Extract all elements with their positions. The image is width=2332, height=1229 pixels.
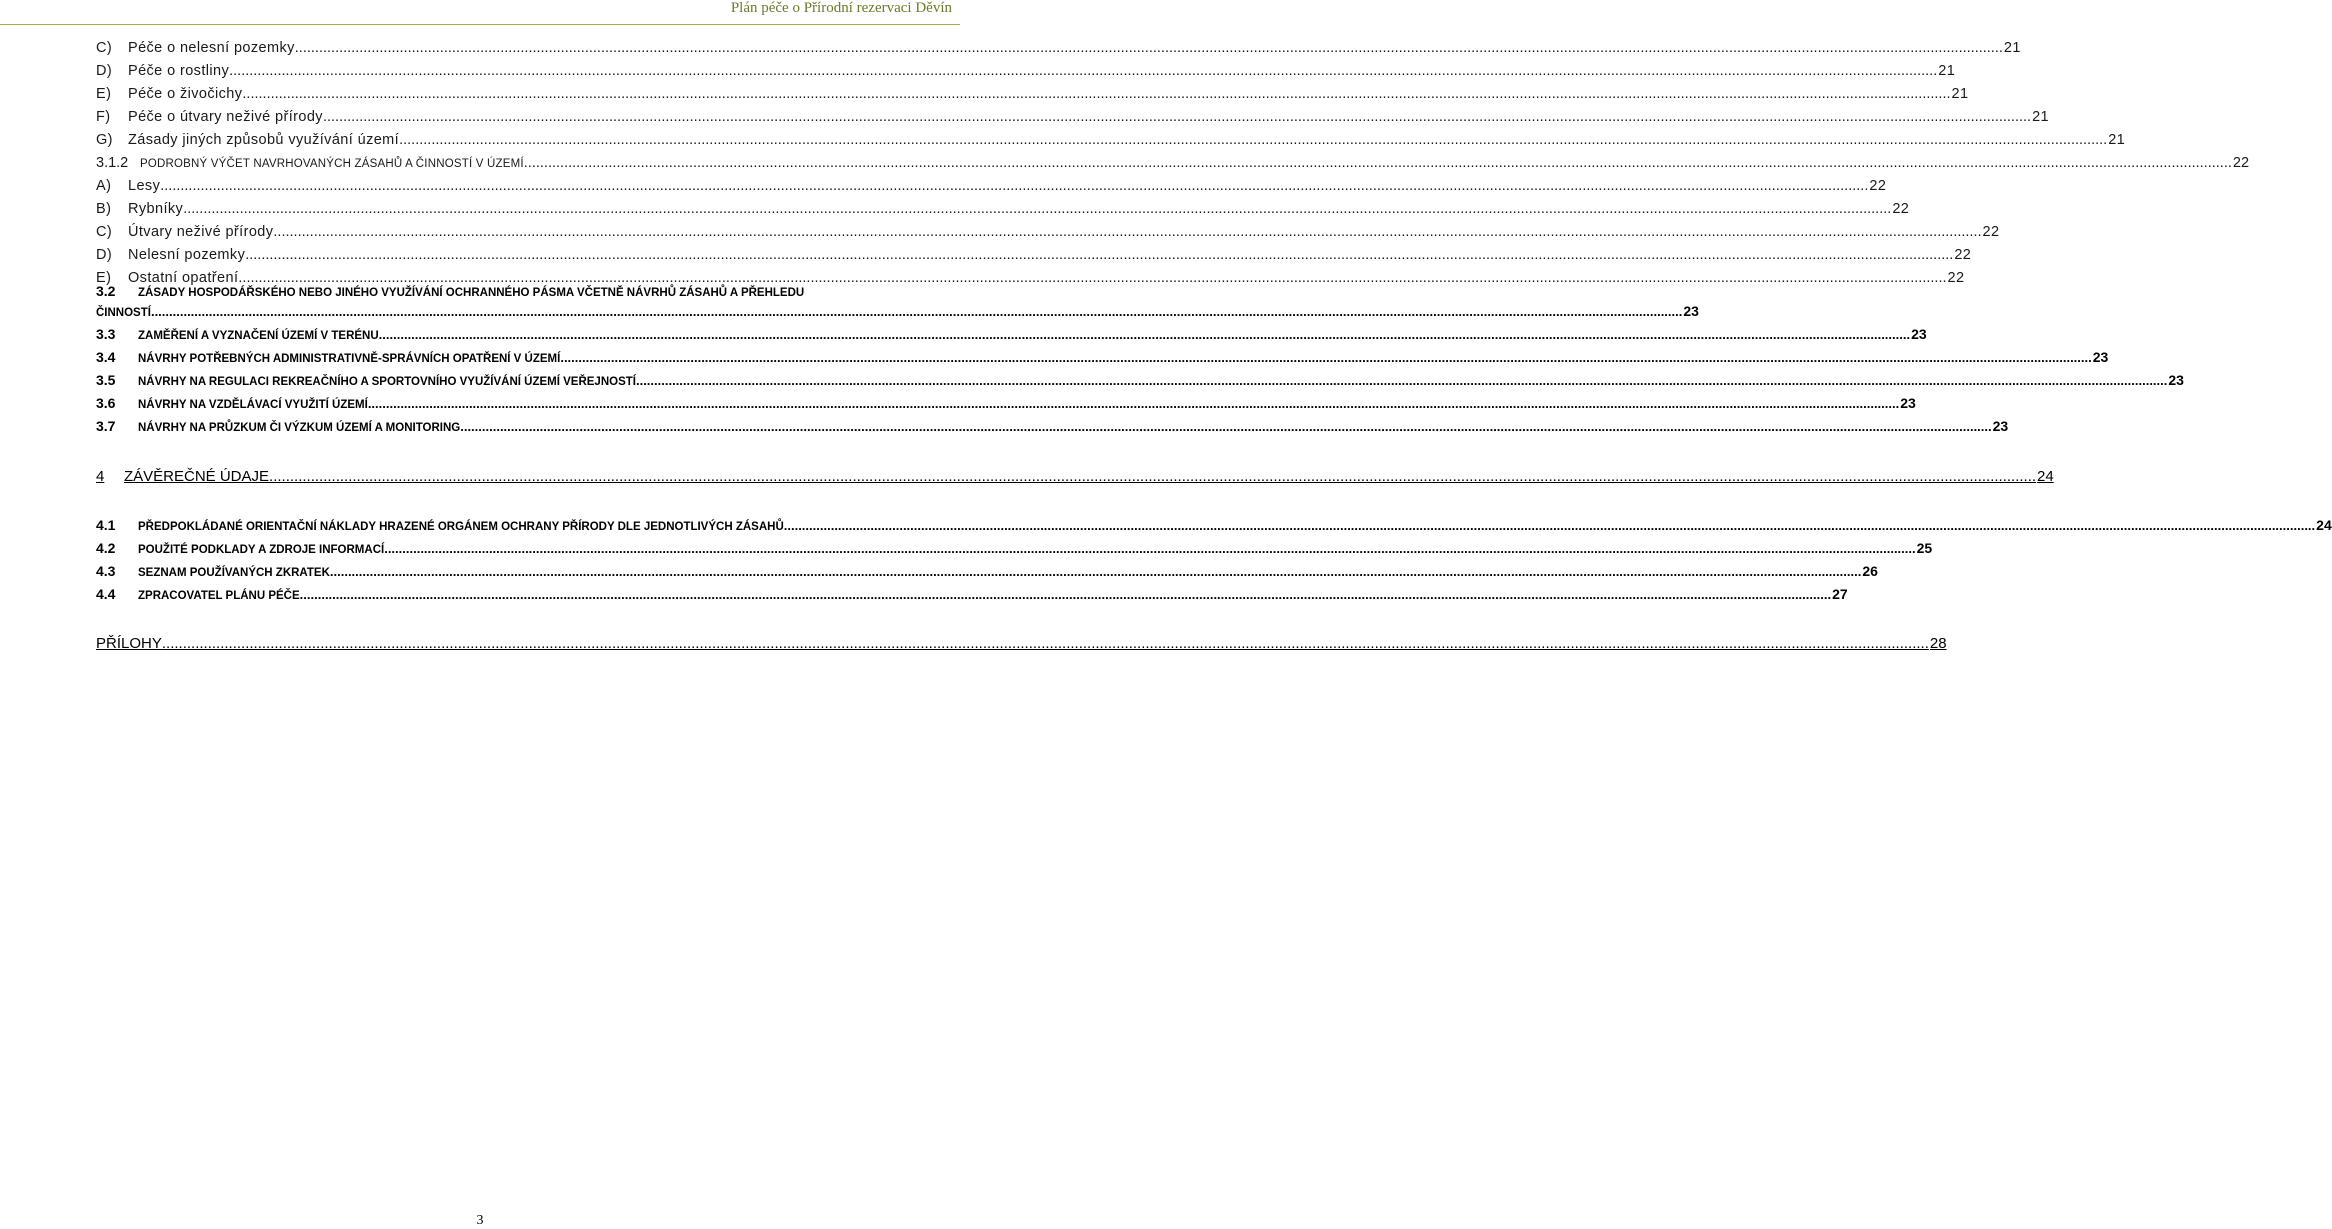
toc-leader [245, 247, 1953, 263]
toc-leader [300, 587, 1831, 602]
toc-entry[interactable] [96, 224, 2000, 240]
toc-leader [460, 419, 1991, 434]
toc-entry[interactable] [96, 418, 2009, 434]
toc-entry-title: NÁVRHY NA PRŮZKUM ČI VÝZKUM ÚZEMÍ A MONITORING [138, 422, 461, 434]
toc-entry-number: D) [96, 247, 113, 263]
toc-entry-page: 23 [2092, 349, 2109, 365]
toc-entry-number: 4.2 [96, 540, 116, 556]
toc-entry-title: Lesy [128, 178, 161, 194]
toc-entry-title: Ostatní opatření [128, 270, 239, 286]
toc-leader [399, 132, 2107, 148]
toc-entry-title: ZPRACOVATEL PLÁNU PÉČE [138, 590, 300, 602]
toc-entry-multiline[interactable] [96, 283, 891, 299]
toc-entry-page: 22 [1947, 270, 1965, 286]
toc-entry-title: Péče o nelesní pozemky [128, 40, 295, 56]
toc-entry-title: ZÁSADY HOSPODÁŘSKÉHO NEBO JINÉHO VYUŽÍVÁNÍ OCHRANNÉHO PÁSMA VČETNĚ NÁVRHŮ ZÁSAHŮ A PŘEHLEDU [138, 287, 805, 299]
toc-entry-page: 22 [1954, 247, 1972, 263]
toc-entry-title: Péče o útvary neživé přírody [128, 109, 323, 125]
toc-entry-continuation[interactable] [96, 303, 1699, 319]
toc-entry-number: C) [96, 224, 113, 240]
toc-entry-number: F) [96, 109, 111, 125]
toc-entry[interactable] [96, 63, 1956, 79]
header-rule [0, 24, 960, 25]
toc-entry[interactable] [96, 155, 2250, 171]
toc-leader [183, 201, 1891, 217]
toc-entry-page: 21 [2003, 40, 2021, 56]
toc-entry-page: 27 [1832, 586, 1848, 602]
toc-entry[interactable] [96, 349, 2109, 365]
toc-entry-page: 23 [1900, 395, 1916, 411]
toc-entry-title: Útvary neživé přírody [128, 224, 274, 240]
toc-entry[interactable] [96, 86, 1969, 102]
toc-entry-page: 23 [1992, 418, 2009, 434]
document-header-title: Plán péče o Přírodní rezervaci Děvín [730, 0, 952, 16]
toc-entry[interactable] [96, 540, 1933, 556]
toc-entry-page: 21 [2108, 132, 2126, 148]
toc-entry-page: 22 [1892, 201, 1910, 217]
toc-leader [242, 86, 1950, 102]
toc-leader [162, 635, 1929, 652]
toc-entry-title: NÁVRHY NA REGULACI REKREAČNÍHO A SPORTOVNÍHO VYUŽÍVÁNÍ ÚZEMÍ VEŘEJNOSTÍ [138, 376, 636, 388]
toc-appendix-entry[interactable] [96, 635, 1947, 652]
toc-leader [269, 468, 2036, 485]
toc-leader [384, 541, 1915, 556]
toc-entry[interactable] [96, 132, 2126, 148]
toc-leader [368, 396, 1899, 411]
toc-entry[interactable] [96, 326, 1927, 342]
toc-entry-page: 24 [2037, 468, 2054, 485]
toc-entry[interactable] [96, 247, 1972, 263]
toc-entry-number: 3.1.2 [96, 155, 129, 171]
toc-leader [151, 304, 1682, 319]
toc-entry-title: NÁVRHY POTŘEBNÝCH ADMINISTRATIVNĚ-SPRÁVNÍCH OPATŘENÍ V ÚZEMÍ [138, 353, 561, 365]
toc-leader [323, 109, 2031, 125]
toc-entry-title: Péče o živočichy [128, 86, 243, 102]
toc-leader [379, 327, 1910, 342]
toc-entry-title: PŘEDPOKLÁDANÉ ORIENTAČNÍ NÁKLADY HRAZENÉ ORGÁNEM OCHRANY PŘÍRODY DLE JEDNOTLIVÝCH ZÁSAHŮ [138, 521, 784, 533]
toc-entry-page: 23 [1911, 326, 1927, 342]
toc-entry-page: 22 [1982, 224, 2000, 240]
toc-entry-number: E) [96, 270, 112, 286]
toc-entry-title: ZÁVĚREČNÉ ÚDAJE [124, 468, 270, 485]
toc-entry-number: 4 [96, 468, 105, 485]
toc-entry-page: 25 [1916, 540, 1933, 556]
toc-entry-number: 4.1 [96, 517, 116, 533]
toc-entry-title: PŘÍLOHY [96, 635, 162, 652]
toc-entry-number: 3.7 [96, 418, 116, 434]
toc-chapter-entry[interactable] [96, 468, 2054, 485]
toc-leader [229, 63, 1937, 79]
toc-entry-number: 3.2 [96, 283, 116, 299]
toc-entry[interactable] [96, 109, 2050, 125]
toc-entry-page: 28 [1929, 635, 1947, 652]
toc-entry-page: 21 [1951, 86, 1969, 102]
toc-leader [160, 178, 1868, 194]
toc-entry[interactable] [96, 178, 1887, 194]
toc-entry-page: 23 [1683, 303, 1699, 319]
toc-entry-title: Nelesní pozemky [128, 247, 246, 263]
toc-leader [784, 518, 2315, 533]
toc-entry[interactable] [96, 586, 1848, 602]
toc-entry-page: 22 [1869, 178, 1887, 194]
toc-entry-page: 23 [2168, 372, 2184, 388]
toc-entry-page: 22 [2232, 155, 2250, 171]
toc-entry-number: 4.4 [96, 586, 116, 602]
toc-entry-number: C) [96, 40, 113, 56]
toc-entry-number: 3.6 [96, 395, 116, 411]
toc-leader [636, 373, 2167, 388]
toc-entry-number: B) [96, 201, 112, 217]
toc-entry-number: 4.3 [96, 563, 116, 579]
toc-entry-number: 3.4 [96, 349, 116, 365]
toc-leader [524, 155, 2232, 171]
toc-entry-title: Péče o rostliny [128, 63, 230, 79]
toc-entry-number: 3.5 [96, 372, 116, 388]
toc-entry-number: E) [96, 86, 112, 102]
toc-entry-title-continued: ČINNOSTÍ [96, 307, 151, 319]
toc-entry-number: 3.3 [96, 326, 116, 342]
toc-leader [330, 564, 1861, 579]
toc-entry-title: Rybníky [128, 201, 184, 217]
toc-entry[interactable] [96, 201, 1910, 217]
toc-entry[interactable] [96, 563, 1878, 579]
toc-entry-number: D) [96, 63, 113, 79]
toc-entry[interactable] [96, 372, 2184, 388]
page-number: 3 [476, 1213, 484, 1228]
toc-entry-title: Zásady jiných způsobů využívání území [128, 132, 400, 148]
toc-entry[interactable] [96, 40, 2021, 56]
toc-leader [560, 350, 2091, 365]
toc-entry-number: G) [96, 132, 113, 148]
toc-entry-title: PODROBNÝ VÝČET NAVRHOVANÝCH ZÁSAHŮ A ČINNOSTÍ V ÚZEMÍ [140, 158, 524, 170]
toc-entry-page: 26 [1862, 563, 1878, 579]
toc-entry-title: NÁVRHY NA VZDĚLÁVACÍ VYUŽITÍ ÚZEMÍ [138, 399, 368, 411]
toc-entry-title: ZAMĚŘENÍ A VYZNAČENÍ ÚZEMÍ V TERÉNU [138, 330, 379, 342]
toc-entry[interactable] [96, 395, 1916, 411]
toc-entry-page: 21 [2032, 109, 2050, 125]
toc-leader [273, 224, 1981, 240]
toc-entry-number: A) [96, 178, 112, 194]
toc-leader [295, 40, 2003, 56]
toc-entry-title: POUŽITÉ PODKLADY A ZDROJE INFORMACÍ [138, 544, 385, 556]
toc-entry[interactable] [96, 517, 2332, 533]
toc-entry-title: SEZNAM POUŽÍVANÝCH ZKRATEK [138, 567, 330, 579]
toc-entry-page: 24 [2316, 517, 2332, 533]
toc-entry-page: 21 [1938, 63, 1956, 79]
